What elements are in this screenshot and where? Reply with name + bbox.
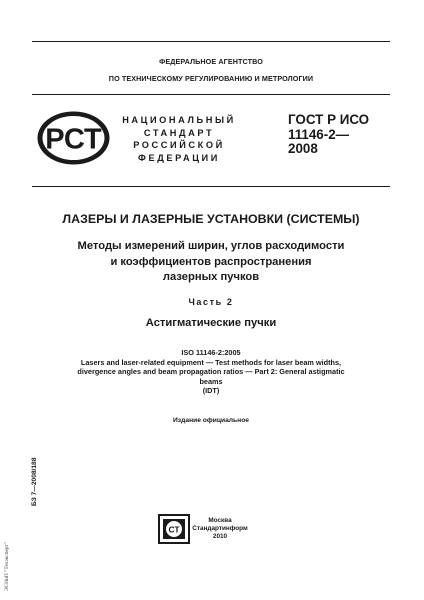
national-line: ФЕДЕРАЦИИ [138, 152, 220, 163]
iso-english-line: divergence angles and beam propagation ratios — Part 2: General astigmatic [77, 367, 345, 377]
svg-text:РСТ: РСТ [45, 123, 102, 156]
top-rule [32, 41, 390, 42]
emblem-rule [32, 186, 390, 187]
iso-idt: (IDT) [202, 386, 220, 396]
subtitle-line: лазерных пучков [162, 271, 260, 284]
subtitle-line: Методы измерений ширин, углов расходимости [77, 240, 345, 252]
national-standard-block [104, 114, 254, 164]
svg-text:СТ: СТ [168, 524, 180, 535]
gost-designation [288, 113, 398, 157]
national-line: СТАНДАРТ [143, 127, 215, 138]
gost-line: 11146-2— [288, 126, 350, 142]
iso-reference: ISO 11146-2:2005 [181, 348, 241, 357]
national-line: НАЦИОНАЛЬНЫЙ [122, 115, 236, 125]
snip-watermark: ЭСНиП "Техэксперт" [4, 541, 10, 591]
part-title: Астигматические пучки [145, 317, 277, 329]
standartinform-logo-icon [158, 514, 190, 544]
header-rule [32, 94, 390, 95]
publication-year: 2010 [212, 533, 228, 541]
publisher-block [192, 517, 248, 542]
part-label: Часть 2 [188, 297, 234, 307]
agency-line-2: ПО ТЕХНИЧЕСКОМУ РЕГУЛИРОВАНИЮ И МЕТРОЛОГИИ [108, 74, 314, 83]
document-subtitle [32, 239, 390, 286]
subtitle-line: и коэффициентов распространения [110, 255, 312, 268]
gost-line: 2008 [288, 141, 318, 156]
edition-label: Издание официальное [172, 417, 249, 424]
gost-line: ГОСТ Р ИСО [288, 112, 370, 127]
publisher-city: Москва [208, 517, 232, 524]
document-title: ЛАЗЕРЫ И ЛАЗЕРНЫЕ УСТАНОВКИ (СИСТЕМЫ) [62, 212, 360, 226]
agency-line-1: ФЕДЕРАЛЬНОЕ АГЕНТСТВО [159, 57, 263, 66]
iso-english-line: Lasers and laser-related equipment — Test methods for laser beam widths, [80, 357, 342, 367]
national-line: РОССИЙСКОЙ [133, 140, 225, 151]
bz-code: БЗ 7—2008/188 [31, 457, 38, 506]
rst-conformity-mark-icon [36, 110, 111, 166]
iso-english-line: beams [199, 376, 223, 386]
iso-reference-block [32, 348, 390, 396]
publisher-name: Стандартинформ [192, 525, 248, 533]
